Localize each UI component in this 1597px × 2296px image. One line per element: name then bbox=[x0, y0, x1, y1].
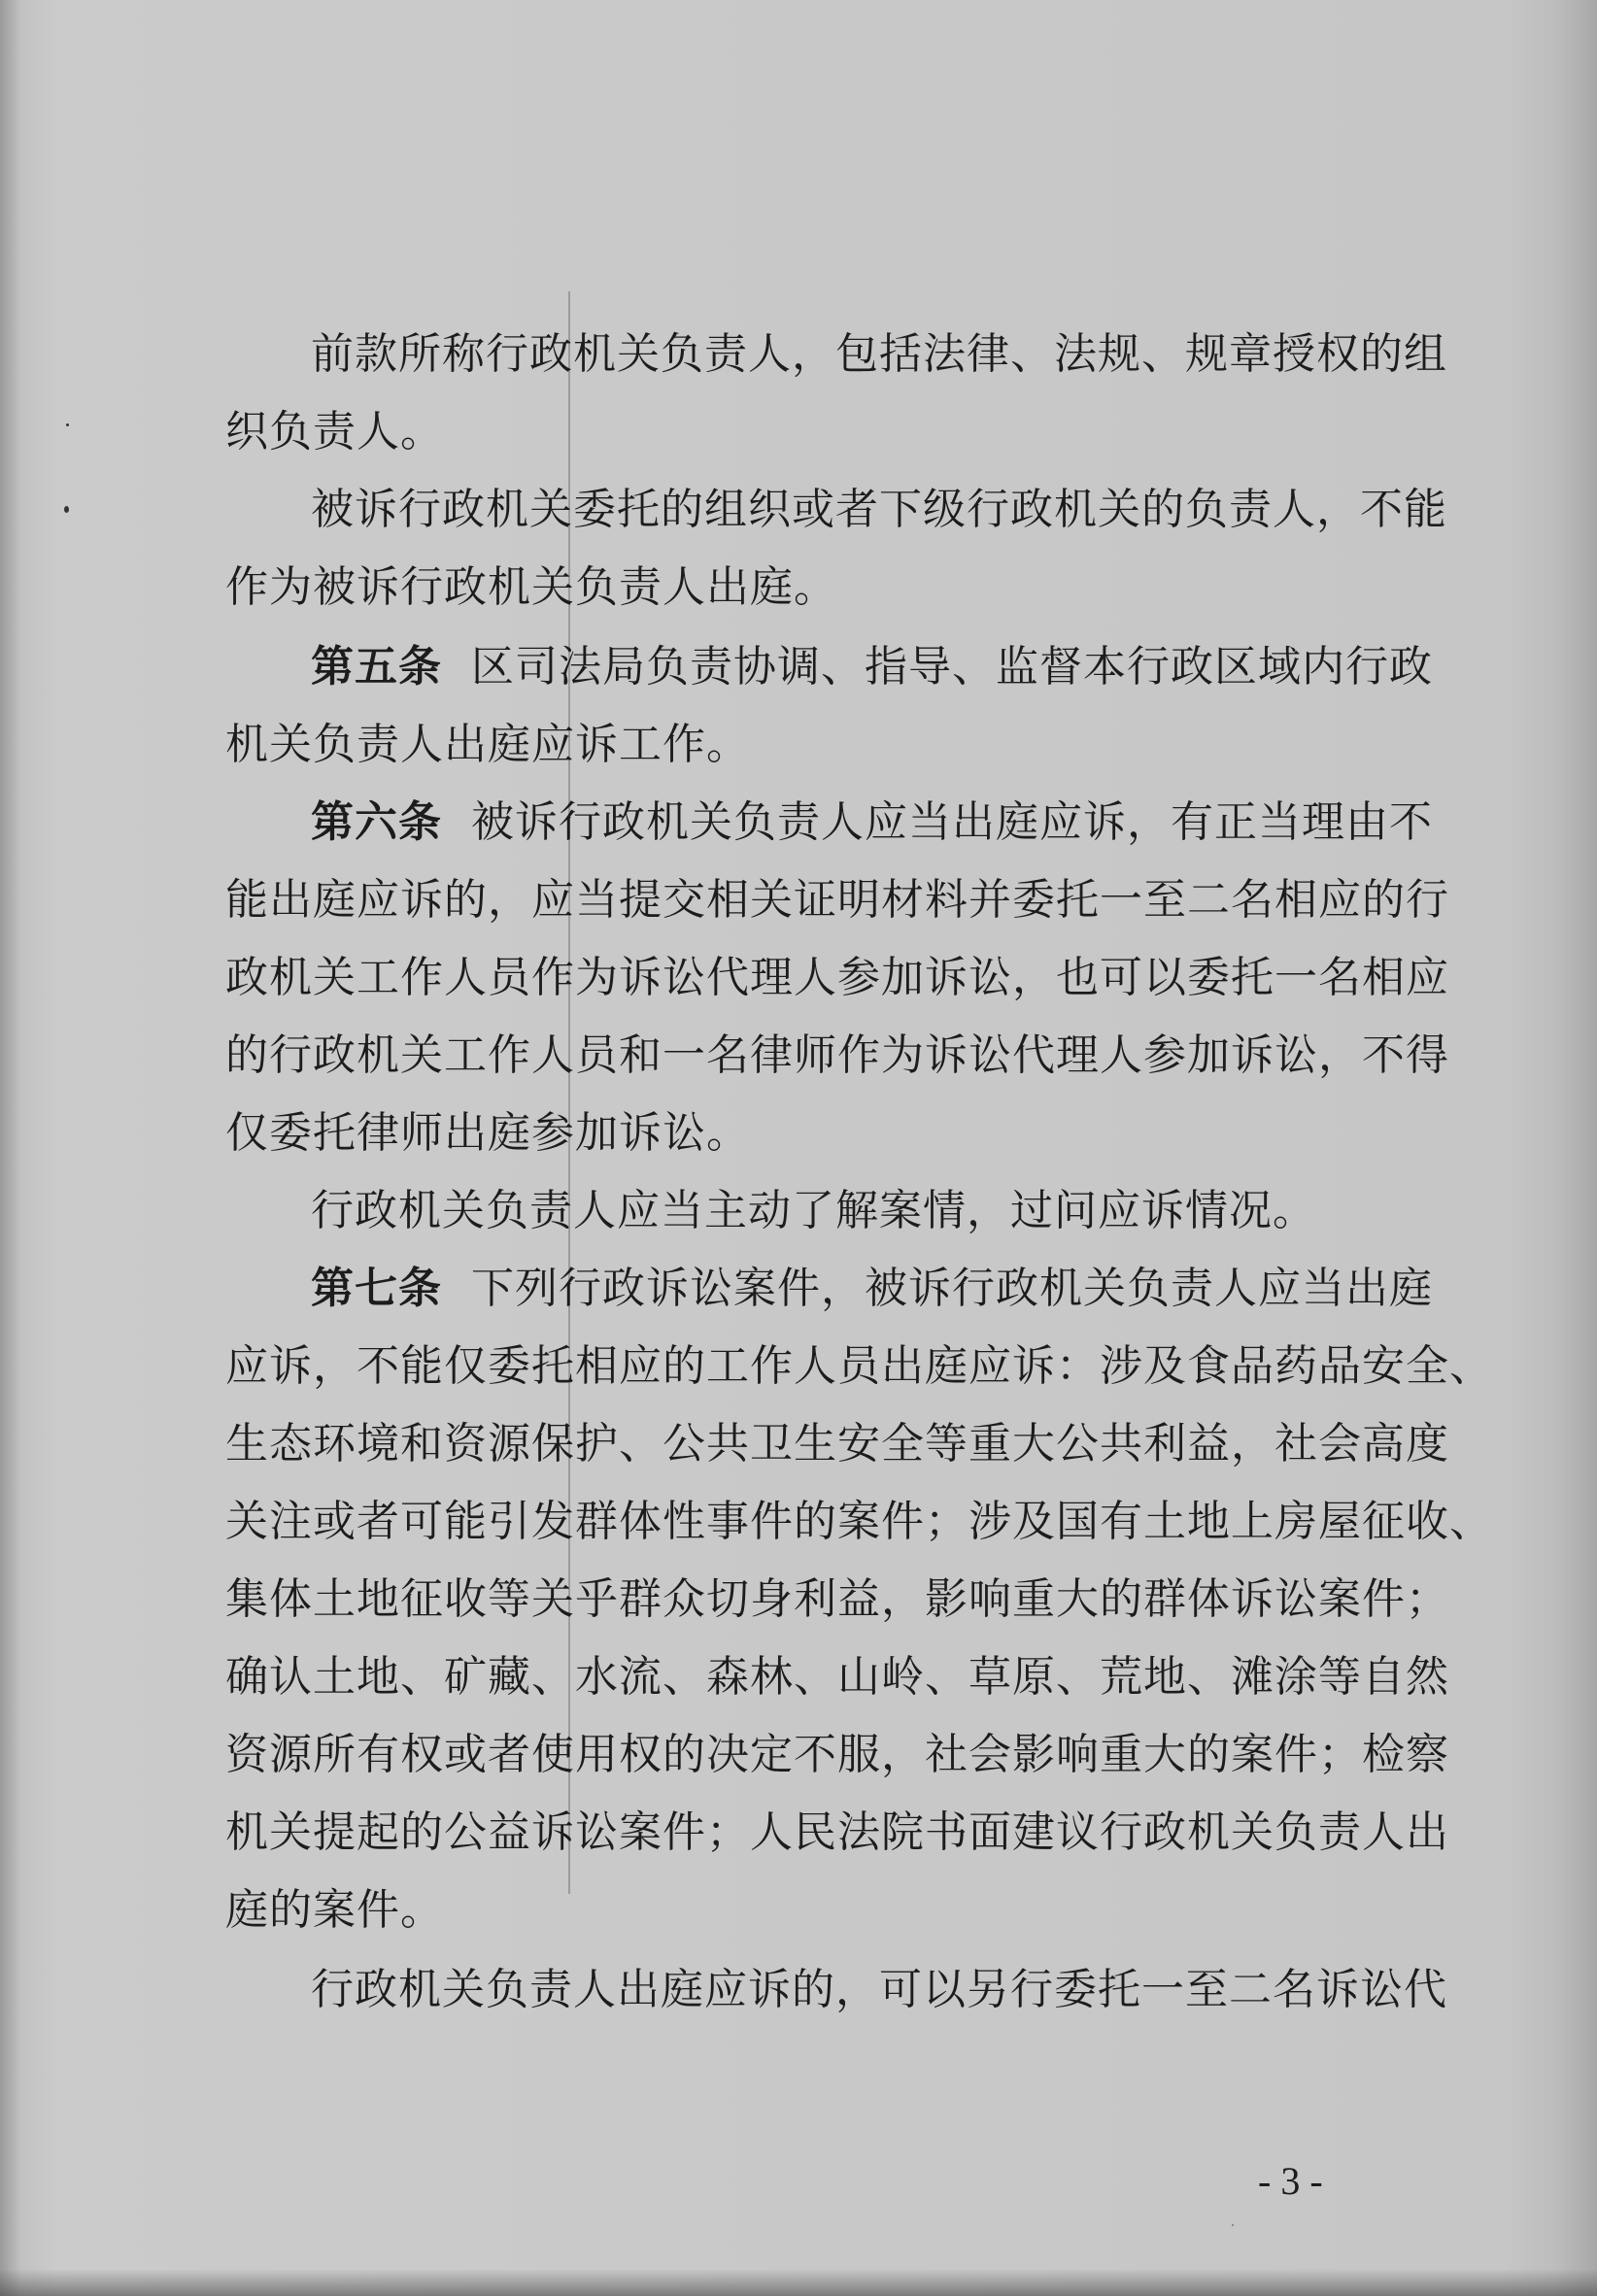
text-line: 应诉，不能仅委托相应的工作人员出庭应诉：涉及食品药品安全、 bbox=[225, 1341, 1493, 1391]
text-line: 被诉行政机关委托的组织或者下级行政机关的负责人，不能 bbox=[311, 485, 1447, 534]
text-line: 机关提起的公益诉讼案件；人民法院书面建议行政机关负责人出 bbox=[225, 1807, 1449, 1857]
text-line: 前款所称行政机关负责人，包括法律、法规、规章授权的组 bbox=[311, 329, 1447, 379]
text-line: 行政机关负责人应当主动了解案情，过问应诉情况。 bbox=[311, 1186, 1316, 1235]
text-line: 仅委托律师出庭参加诉讼。 bbox=[225, 1108, 750, 1158]
text-line: 确认土地、矿藏、水流、森林、山岭、草原、荒地、滩涂等自然 bbox=[225, 1652, 1449, 1702]
text-line: 关注或者可能引发群体性事件的案件；涉及国有土地上房屋征收、 bbox=[225, 1497, 1493, 1546]
text-line: 生态环境和资源保护、公共卫生安全等重大公共利益，社会高度 bbox=[225, 1419, 1449, 1469]
text-line: 下列行政诉讼案件，被诉行政机关负责人应当出庭 bbox=[471, 1264, 1433, 1313]
article-heading: 第六条 bbox=[311, 797, 442, 847]
text-line: 行政机关负责人出庭应诉的，可以另行委托一至二名诉讼代 bbox=[311, 1965, 1447, 2014]
article-5-first-line bbox=[311, 635, 1433, 699]
text-line: 政机关工作人员作为诉讼代理人参加诉讼，也可以委托一名相应 bbox=[225, 953, 1449, 1002]
text-line: 的行政机关工作人员和一名律师作为诉讼代理人参加诉讼，不得 bbox=[225, 1030, 1449, 1080]
article-heading: 第七条 bbox=[311, 1264, 442, 1313]
text-line: 织负责人。 bbox=[225, 407, 444, 456]
text-line: 区司法局负责协调、指导、监督本行政区域内行政 bbox=[471, 642, 1433, 692]
text-line: 庭的案件。 bbox=[225, 1885, 444, 1935]
article-heading: 第五条 bbox=[311, 642, 442, 692]
text-line: 资源所有权或者使用权的决定不服，社会影响重大的案件；检察 bbox=[225, 1730, 1449, 1779]
text-line: 集体土地征收等关乎群众切身利益，影响重大的群体诉讼案件； bbox=[225, 1574, 1449, 1624]
text-line: 能出庭应诉的，应当提交相关证明材料并委托一至二名相应的行 bbox=[225, 875, 1449, 925]
text-line: 被诉行政机关负责人应当出庭应诉，有正当理由不 bbox=[471, 797, 1433, 847]
text-line: 机关负责人出庭应诉工作。 bbox=[225, 720, 750, 769]
page-number: - 3 - bbox=[1258, 2159, 1323, 2203]
text-line: 作为被诉行政机关负责人出庭。 bbox=[225, 562, 837, 612]
article-7-first-line bbox=[311, 1257, 1433, 1321]
article-6-first-line bbox=[311, 791, 1433, 855]
